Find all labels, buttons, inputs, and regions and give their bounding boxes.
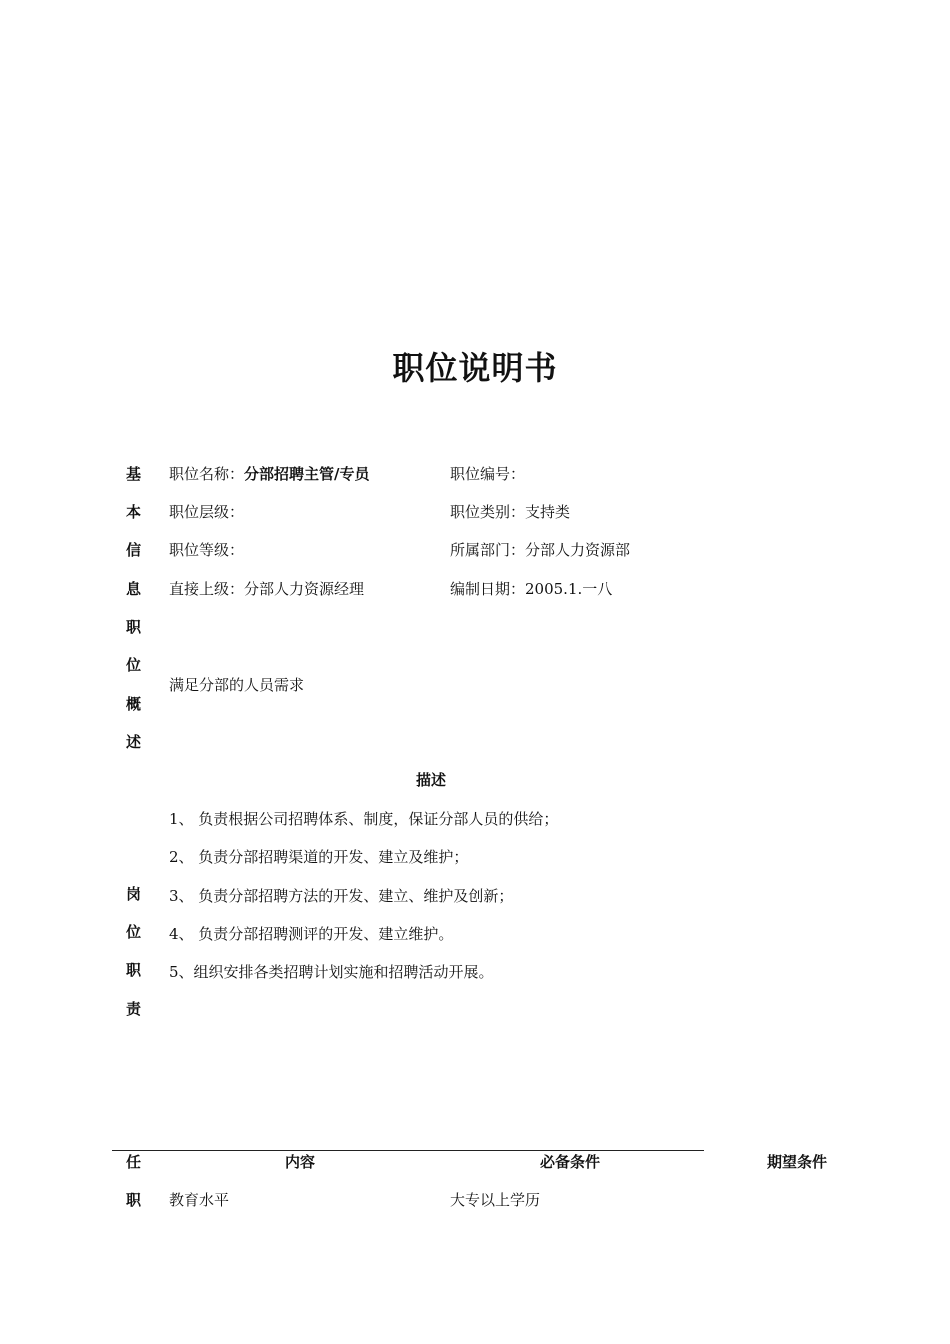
supervisor: 直接上级：分部人力资源经理 xyxy=(169,580,365,598)
side-label-duties-4: 责 xyxy=(126,1000,142,1018)
duty-item-2: 2、 负责分部招聘渠道的开发、建立及维护； xyxy=(169,848,469,866)
position-category: 职位类别：支持类 xyxy=(450,503,571,521)
table-header-expected: 期望条件 xyxy=(767,1153,828,1171)
position-level: 职位层级： xyxy=(169,503,245,521)
row-item: 教育水平 xyxy=(169,1191,230,1209)
duty-item-4: 4、 负责分部招聘测评的开发、建立维护。 xyxy=(169,925,454,943)
department: 所属部门：分部人力资源部 xyxy=(450,541,631,559)
position-name-label: 职位名称： xyxy=(169,465,245,483)
overview-text: 满足分部的人员需求 xyxy=(169,676,305,694)
position-name-value: 分部招聘主管/专员 xyxy=(244,465,370,483)
side-label-duties-2: 位 xyxy=(126,923,142,941)
position-name xyxy=(169,464,370,484)
side-label-qual-2: 职 xyxy=(126,1191,142,1209)
position-code: 职位编号： xyxy=(450,465,526,483)
side-label-basic-4: 息 xyxy=(126,580,142,598)
side-label-basic-1: 基 xyxy=(126,465,142,483)
side-label-qual-1: 任 xyxy=(126,1153,142,1171)
side-label-duties-1: 岗 xyxy=(126,885,142,903)
row-required: 大专以上学历 xyxy=(450,1191,541,1209)
side-label-basic-3: 信 xyxy=(126,541,142,559)
side-label-overview-3: 概 xyxy=(126,695,142,713)
page-title: 职位说明书 xyxy=(392,349,558,387)
side-label-basic-2: 本 xyxy=(126,503,142,521)
duty-item-1: 1、 负责根据公司招聘体系、制度，保证分部人员的供给； xyxy=(169,810,559,828)
table-header-content: 内容 xyxy=(285,1153,316,1171)
table-top-rule xyxy=(112,1150,704,1151)
duty-item-5: 5、组织安排各类招聘计划实施和招聘活动开展。 xyxy=(169,963,494,981)
side-label-duties-3: 职 xyxy=(126,961,142,979)
side-label-overview-1: 职 xyxy=(126,618,142,636)
table-header-required: 必备条件 xyxy=(540,1153,601,1171)
side-label-overview-2: 位 xyxy=(126,656,142,674)
position-grade: 职位等级： xyxy=(169,541,245,559)
side-label-overview-4: 述 xyxy=(126,733,142,751)
compile-date: 编制日期：2005.1.一八 xyxy=(450,580,613,598)
duties-header: 描述 xyxy=(416,771,447,789)
duty-item-3: 3、 负责分部招聘方法的开发、建立、维护及创新； xyxy=(169,887,514,905)
